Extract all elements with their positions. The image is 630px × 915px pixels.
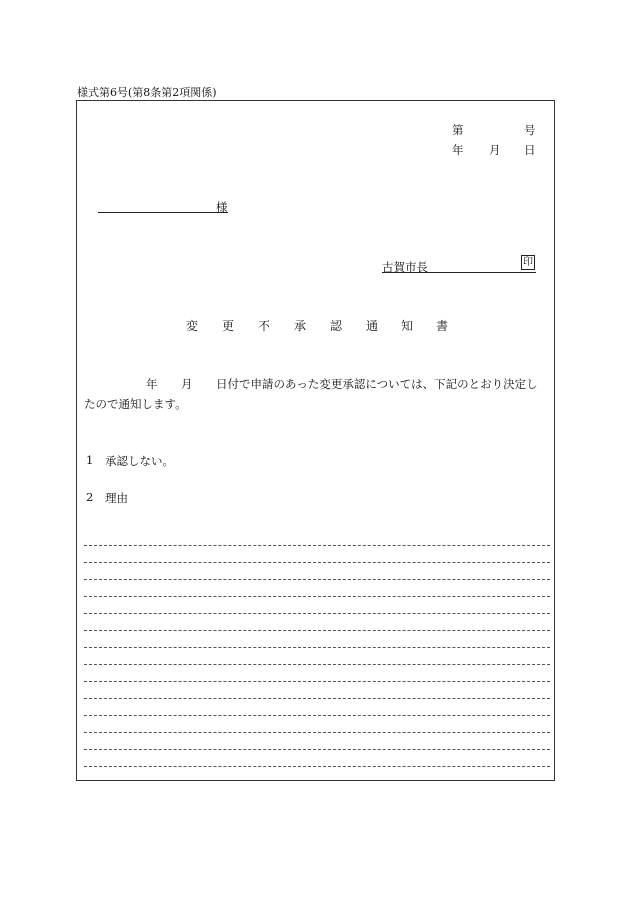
- reason-line: [84, 766, 550, 767]
- title-char: 承: [294, 319, 307, 333]
- addressee-honorific: 様: [216, 200, 228, 214]
- reason-line: [84, 545, 550, 546]
- reason-line: [84, 613, 550, 614]
- item-number: 2: [86, 490, 94, 504]
- date-month: 月: [489, 143, 501, 157]
- reason-line: [84, 647, 550, 648]
- body-year: 年: [146, 377, 158, 391]
- title-char: 変: [186, 319, 199, 333]
- title-char: 知: [401, 319, 414, 333]
- title-char: 認: [330, 319, 343, 333]
- document-frame: [76, 100, 555, 781]
- reason-line: [84, 664, 550, 665]
- title-char: 通: [366, 319, 379, 333]
- reason-line: [84, 596, 550, 597]
- reason-line: [84, 749, 550, 750]
- issuer-title: 古賀市長: [382, 260, 428, 274]
- date-year: 年: [452, 143, 464, 157]
- title-char: 更: [222, 319, 235, 333]
- reason-line: [84, 579, 550, 580]
- addressee-line: [98, 212, 228, 213]
- doc-number-go: 号: [524, 123, 536, 137]
- date-day: 日: [524, 143, 536, 157]
- doc-number-dai: 第: [452, 123, 464, 137]
- body-line2: たので通知します。: [84, 397, 187, 411]
- form-label: 様式第6号(第8条第2項関係): [77, 86, 217, 99]
- reason-line: [84, 630, 550, 631]
- reason-line: [84, 562, 550, 563]
- seal-mark: 印: [523, 257, 533, 268]
- body-month: 月: [181, 377, 193, 391]
- reason-line: [84, 698, 550, 699]
- body-line1: 日付で申請のあった変更承認については、下記のとおり決定し: [216, 377, 538, 391]
- title-char: 不: [258, 319, 271, 333]
- title-char: 書: [436, 319, 449, 333]
- item-number: 1: [86, 453, 94, 467]
- issuer-line: [382, 272, 536, 273]
- item-text: 承認しない。: [105, 454, 174, 468]
- item-text: 理由: [105, 491, 128, 505]
- reason-line: [84, 715, 550, 716]
- reason-line: [84, 681, 550, 682]
- reason-line: [84, 732, 550, 733]
